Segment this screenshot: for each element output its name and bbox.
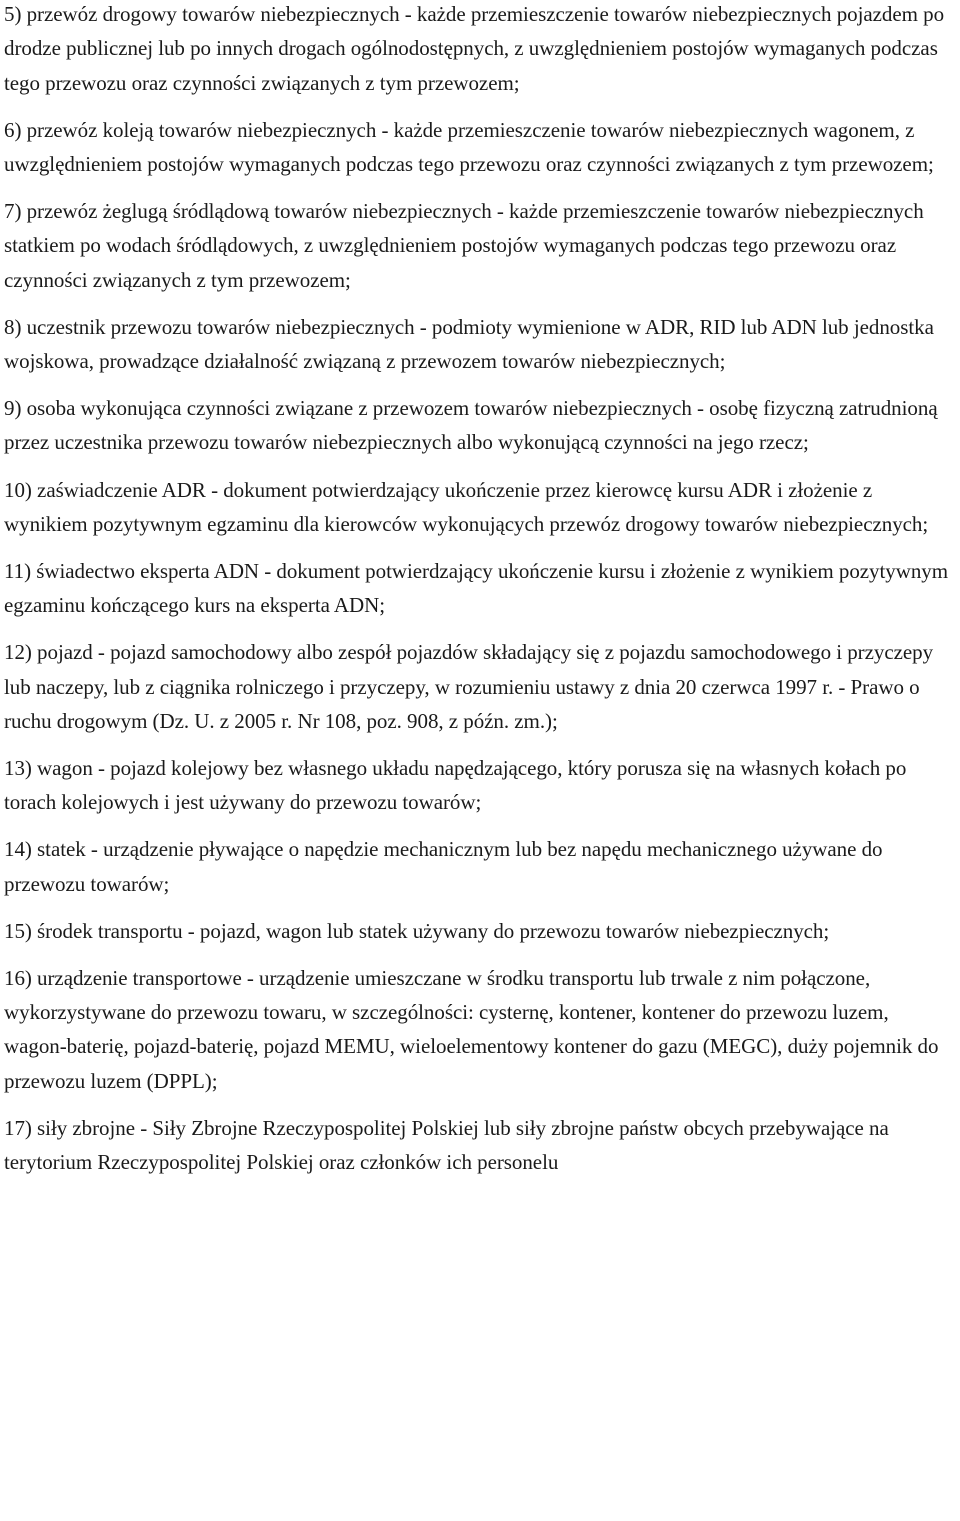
- definition-item-12: 12) pojazd - pojazd samochodowy albo zespół pojazdów składający się z pojazdu samochodowego i przyczepy lub naczepy, lub z ciągnika rolniczego i przyczepy, w rozumieniu ustawy z dnia 20 czerwca 1997 r. - Prawo o ruchu drogowym (Dz. U. z 2005 r. Nr 108, poz. 908, z późn. zm.);: [4, 640, 934, 733]
- definition-item-15: 15) środek transportu - pojazd, wagon lub statek używany do przewozu towarów niebezpiecznych;: [4, 918, 830, 943]
- definition-item-14: 14) statek - urządzenie pływające o napędzie mechanicznym lub bez napędu mechanicznego używane do przewozu towarów;: [4, 837, 883, 896]
- definition-item-10: 10) zaświadczenie ADR - dokument potwierdzający ukończenie przez kierowcę kursu ADR i złożenie z wynikiem pozytywnym egzaminu dla kierowców wykonujących przewóz drogowy towarów niebezpiecznych;: [4, 477, 929, 536]
- definition-item-8: 8) uczestnik przewozu towarów niebezpiecznych - podmioty wymienione w ADR, RID lub ADN lub jednostka wojskowa, prowadzące działalność związaną z przewozem towarów niebezpiecznych;: [4, 314, 934, 374]
- definition-item-6: 6) przewóz koleją towarów niebezpiecznych - każde przemieszczenie towarów niebezpiecznych wagonem, z uwzględnieniem postojów wymaganych podczas tego przewozu oraz czynności związanych z tym przewozem;: [4, 117, 934, 176]
- definition-item-17: 17) siły zbrojne - Siły Zbrojne Rzeczypospolitej Polskiej lub siły zbrojne państw obcych przebywające na terytorium Rzeczypospolitej Polskiej oraz członków ich personelu: [4, 1115, 889, 1175]
- definition-item-16: 16) urządzenie transportowe - urządzenie umieszczane w środku transportu lub trwale z nim połączone, wykorzystywane do przewozu towaru, w szczególności: cysternę, kontener, kontener do przewozu luzem, wagon-baterię, pojazd-baterię, pojazd MEMU, wieloelementowy kontener do gazu (MEGC), duży pojemnik do przewozu luzem (DPPL);: [4, 965, 939, 1093]
- definition-item-9: 9) osoba wykonująca czynności związane z przewozem towarów niebezpiecznych - osobę fizyczną zatrudnioną przez uczestnika przewozu towarów niebezpiecznych albo wykonującą czynności na jego rzecz;: [4, 396, 938, 455]
- definition-item-7: 7) przewóz żeglugą śródlądową towarów niebezpiecznych - każde przemieszczenie towarów niebezpiecznych statkiem po wodach śródlądowych, z uwzględnieniem postojów wymaganych podczas tego przewozu oraz czynności związanych z tym przewozem;: [4, 199, 924, 292]
- definition-item-11: 11) świadectwo eksperta ADN - dokument potwierdzający ukończenie kursu i złożenie z wynikiem pozytywnym egzaminu kończącego kurs na eksperta ADN;: [4, 558, 949, 618]
- definition-item-13: 13) wagon - pojazd kolejowy bez własnego układu napędzającego, który porusza się na własnych kołach po torach kolejowych i jest używany do przewozu towarów;: [4, 756, 907, 815]
- definition-item-5: 5) przewóz drogowy towarów niebezpiecznych - każde przemieszczenie towarów niebezpiecznych pojazdem po drodze publicznej lub po innych drogach ogólnodostępnych, z uwzględnieniem postojów wymaganych podczas tego przewozu oraz czynności związanych z tym przewozem;: [4, 2, 945, 95]
